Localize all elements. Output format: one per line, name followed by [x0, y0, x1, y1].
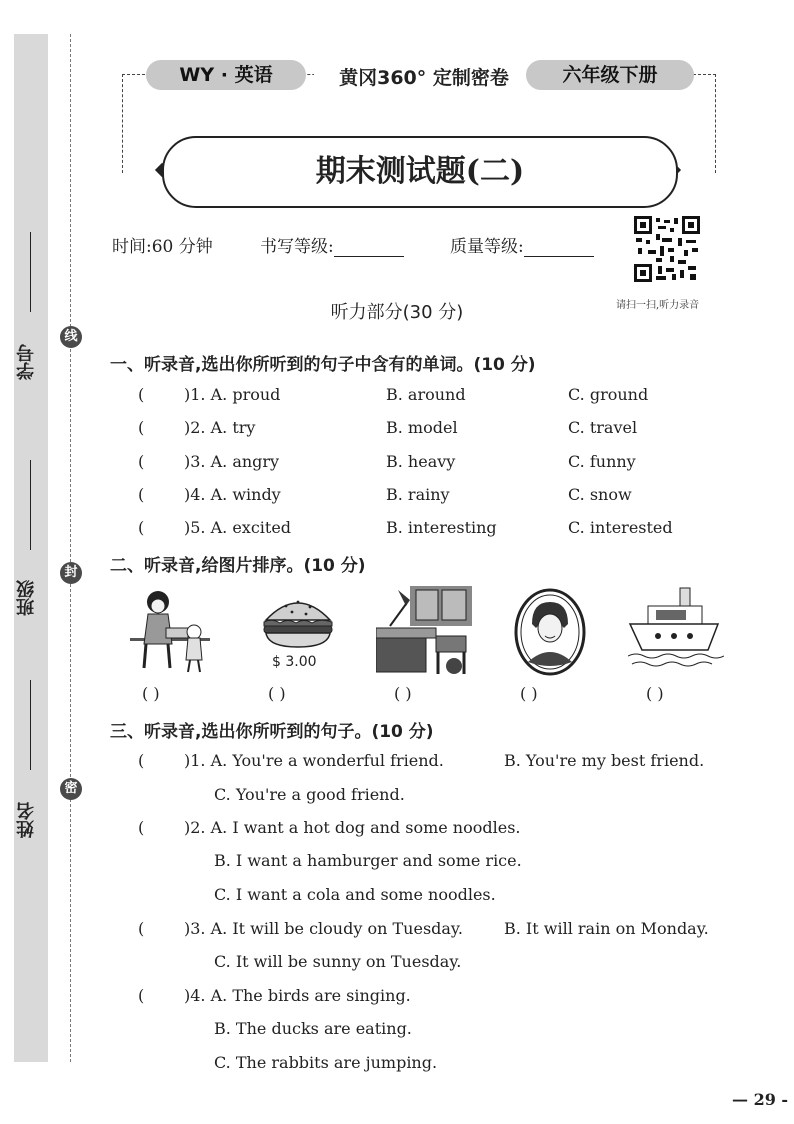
- listening-part-title: 听力部分(30 分): [330, 302, 464, 323]
- s1-question-4: [138, 485, 778, 507]
- qr-code-icon: [634, 216, 700, 282]
- s1-question-5: [138, 518, 778, 540]
- seal-mi: 密: [60, 778, 82, 800]
- s3-q4-option-c: C. The rabbits are jumping.: [214, 1053, 438, 1072]
- s3-q3-option-a: )3. A. It will be cloudy on Tuesday.: [184, 919, 463, 938]
- seal-feng: 封: [60, 562, 82, 584]
- s1-question-3: [138, 452, 778, 474]
- s1-question-1: [138, 385, 778, 407]
- answer-blank: (: [138, 418, 145, 437]
- picture-1-answer: ( ): [142, 684, 160, 703]
- quality-grade: [450, 232, 594, 257]
- s1-question-2: [138, 418, 778, 440]
- grade-pill: 六年级下册: [526, 60, 694, 90]
- s3-q2-option-c: C. I want a cola and some noodles.: [214, 885, 496, 904]
- writing-grade-blank: [334, 238, 404, 257]
- subject-pill: WY · 英语: [146, 60, 306, 90]
- answer-blank: (: [138, 385, 145, 404]
- student-no-label: 学号: [16, 344, 37, 380]
- option-b: B. interesting: [386, 518, 497, 537]
- s3-q3-blank: (: [138, 919, 145, 938]
- room-desk-picture: [376, 586, 472, 676]
- option-b: B. rainy: [386, 485, 450, 504]
- name-line: [30, 680, 31, 770]
- s3-q4-option-b: B. The ducks are eating.: [214, 1019, 412, 1038]
- qr-note: 请扫一扫,听力录音: [616, 300, 700, 311]
- quality-grade-label: 质量等级:: [450, 237, 524, 257]
- s3-q1-option-b: B. You're my best friend.: [504, 751, 705, 770]
- option-c: C. travel: [568, 418, 638, 437]
- s3-q2-blank: (: [138, 818, 145, 837]
- option-c: C. interested: [568, 518, 673, 537]
- writing-grade-label: 书写等级:: [260, 237, 334, 257]
- section2-title: 二、听录音,给图片排序。(10 分): [110, 556, 366, 576]
- option-c: C. ground: [568, 385, 649, 404]
- picture-5-answer: ( ): [646, 684, 664, 703]
- s3-q1-option-c: C. You're a good friend.: [214, 785, 405, 804]
- option-b: B. model: [386, 418, 458, 437]
- s3-q2-option-a: )2. A. I want a hot dog and some noodles.: [184, 818, 521, 837]
- option-a: )2. A. try: [184, 418, 256, 437]
- time-label: 时间:60 分钟: [112, 237, 213, 257]
- option-c: C. funny: [568, 452, 636, 471]
- option-a: )5. A. excited: [184, 518, 292, 537]
- s3-q4-blank: (: [138, 986, 145, 1005]
- series-title: 黄冈360° 定制密卷: [314, 60, 534, 96]
- s3-q3-option-b: B. It will rain on Monday.: [504, 919, 709, 938]
- class-line: [30, 460, 31, 550]
- s3-q4-option-a: )4. A. The birds are singing.: [184, 986, 411, 1005]
- exam-title: 期末测试题(二): [162, 136, 678, 208]
- answer-blank: (: [138, 518, 145, 537]
- option-b: B. heavy: [386, 452, 456, 471]
- section1-title: 一、听录音,选出你所听到的句子中含有的单词。(10 分): [110, 355, 536, 375]
- hamburger-price: $ 3.00: [272, 654, 317, 670]
- name-label: 姓名: [16, 802, 37, 838]
- option-a: )3. A. angry: [184, 452, 280, 471]
- s3-q1-option-a: )1. A. You're a wonderful friend.: [184, 751, 444, 770]
- seal-line: 线: [60, 326, 82, 348]
- portrait-picture: [514, 588, 586, 676]
- option-b: B. around: [386, 385, 466, 404]
- option-a: )4. A. windy: [184, 485, 281, 504]
- option-a: )1. A. proud: [184, 385, 281, 404]
- ship-picture: [628, 584, 724, 670]
- picture-4-answer: ( ): [520, 684, 538, 703]
- s3-q1-blank: (: [138, 751, 145, 770]
- s3-q2-option-b: B. I want a hamburger and some rice.: [214, 851, 522, 870]
- section3-title: 三、听录音,选出你所听到的句子。(10 分): [110, 722, 434, 742]
- quality-grade-blank: [524, 238, 594, 257]
- picture-2-answer: ( ): [268, 684, 286, 703]
- answer-blank: (: [138, 452, 145, 471]
- hamburger-picture: [258, 592, 338, 652]
- writing-grade: [260, 232, 404, 257]
- page-number: — 29 -: [732, 1090, 789, 1109]
- picture-3-answer: ( ): [394, 684, 412, 703]
- cut-line: [70, 34, 71, 1062]
- class-label: 班级: [16, 580, 37, 616]
- option-c: C. snow: [568, 485, 632, 504]
- mother-child-picture: [130, 588, 210, 674]
- binding-strip: [14, 34, 48, 1062]
- s3-q3-option-c: C. It will be sunny on Tuesday.: [214, 952, 462, 971]
- answer-blank: (: [138, 485, 145, 504]
